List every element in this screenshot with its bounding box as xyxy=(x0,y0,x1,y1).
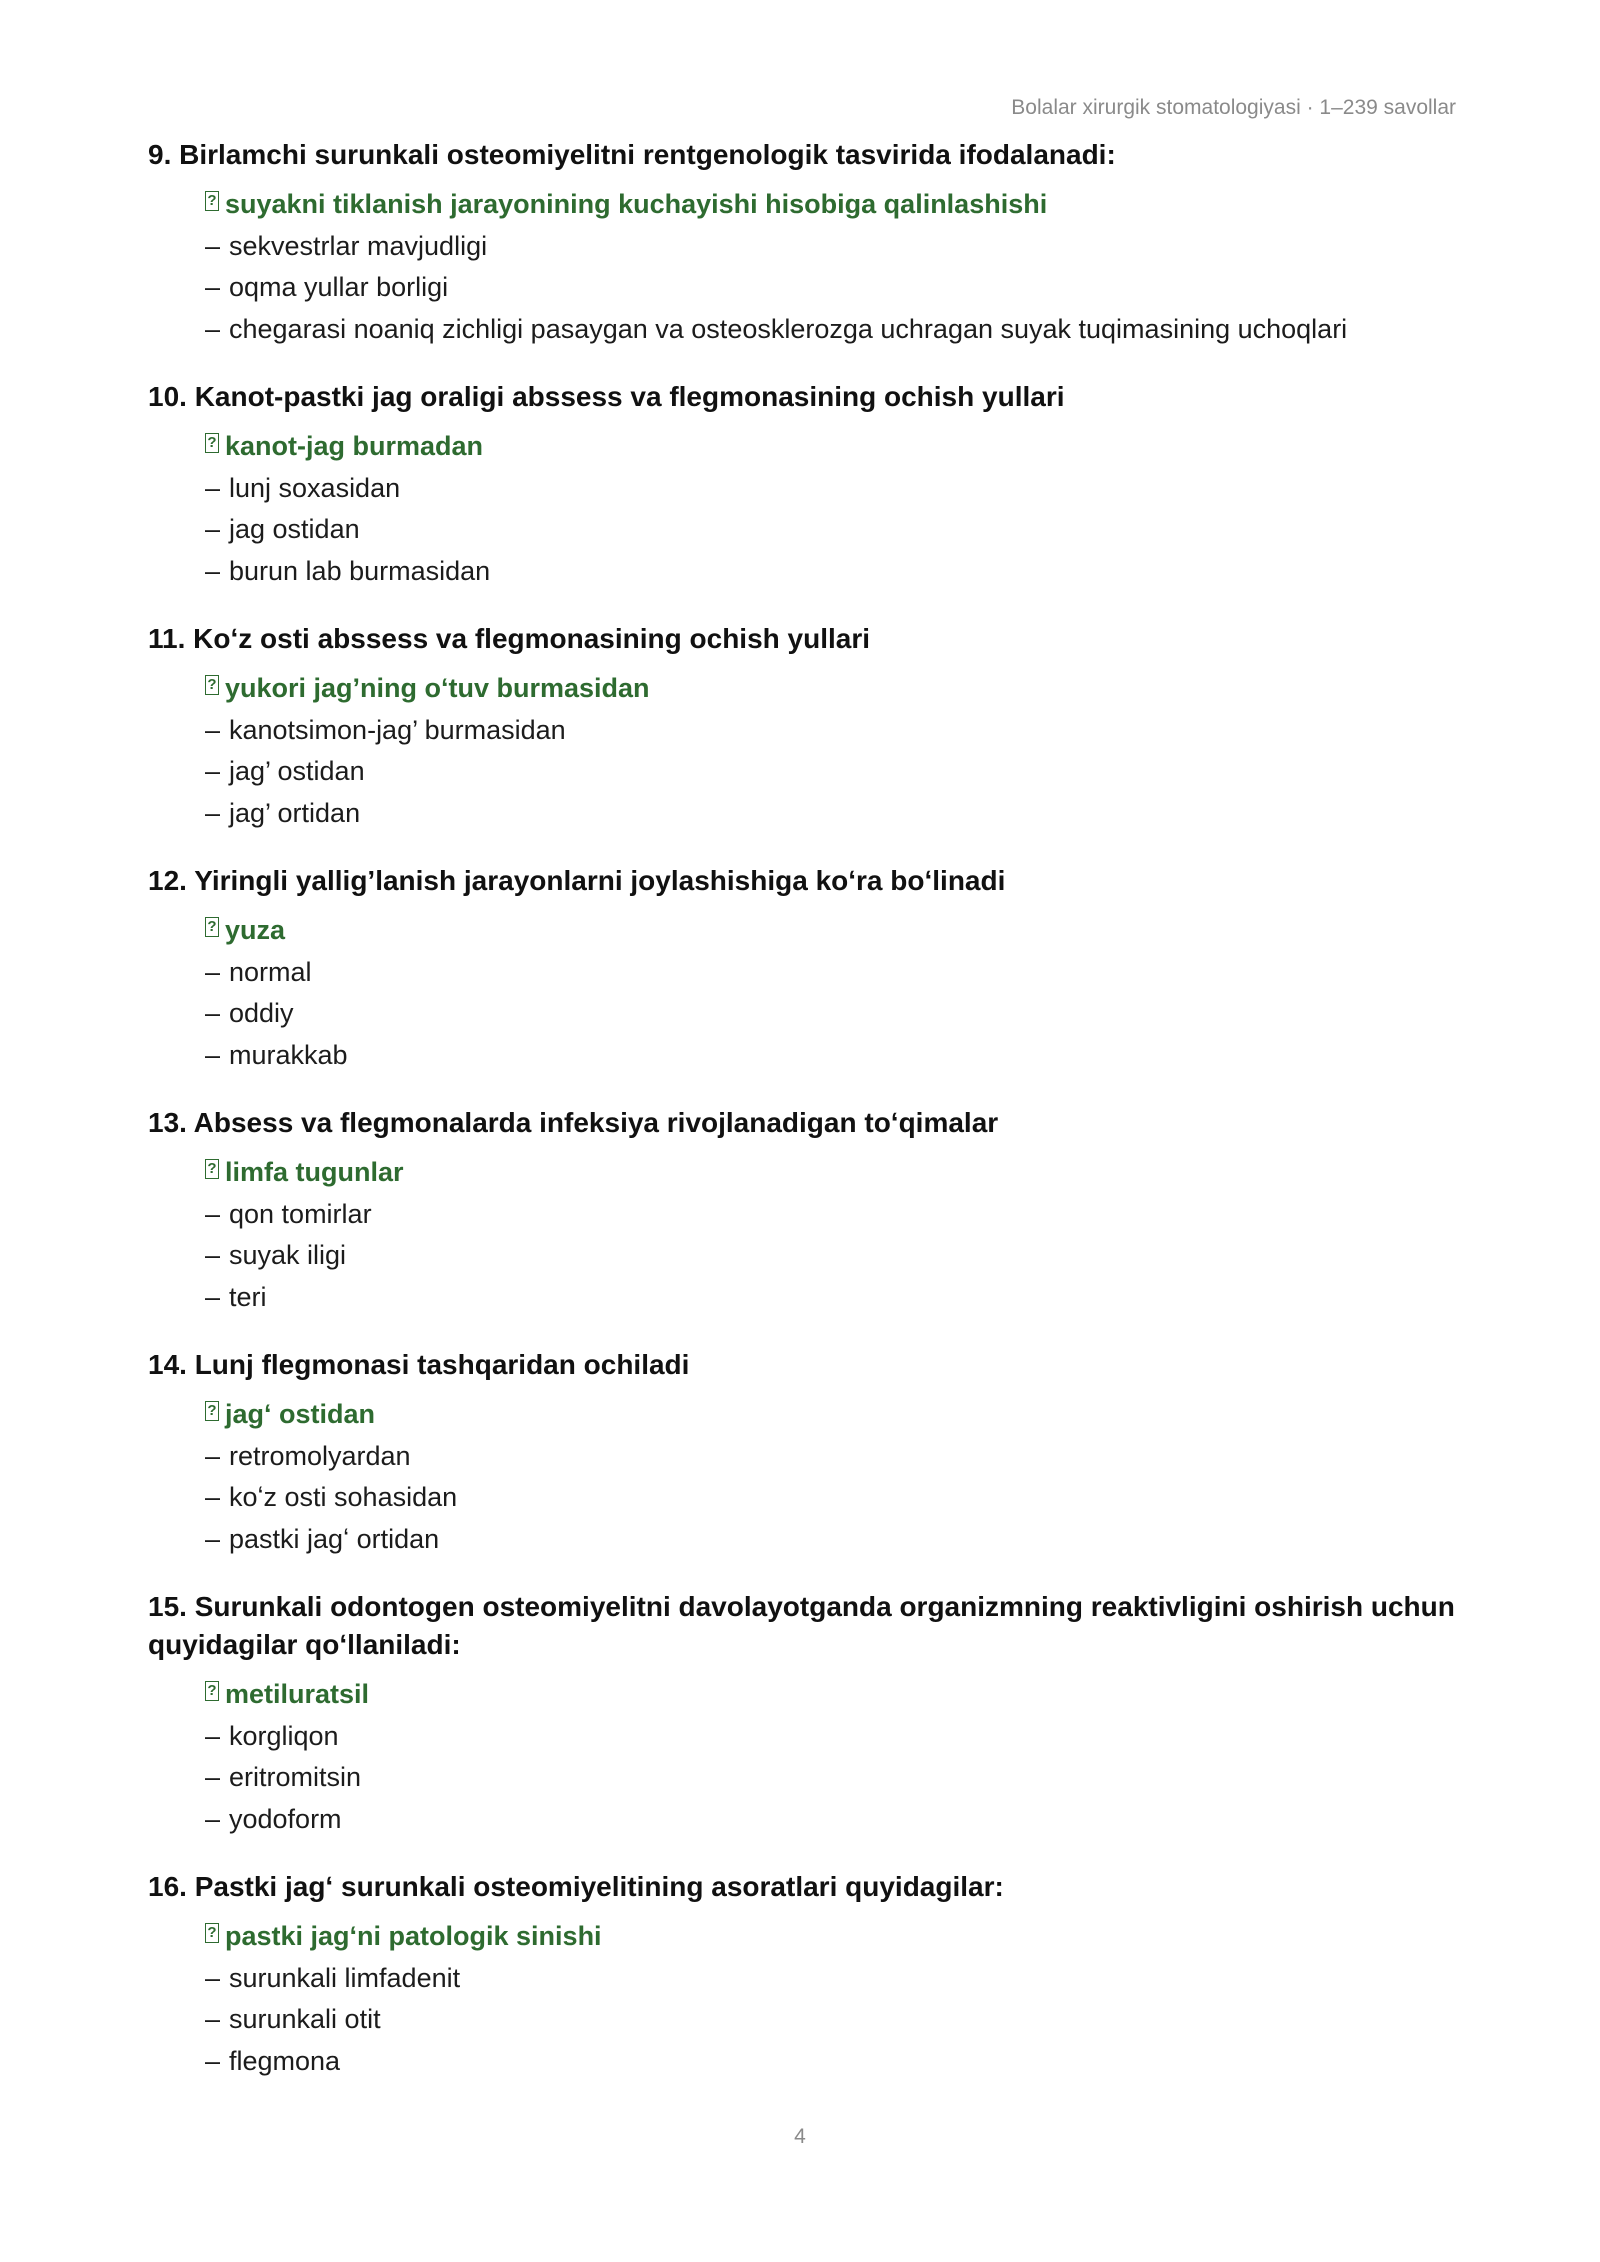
answer-text: retromolyardan xyxy=(229,1440,411,1471)
dash-marker: – xyxy=(205,1198,221,1229)
correct-answer xyxy=(205,426,1458,468)
answer-text: korgliqon xyxy=(229,1720,339,1751)
answer-text: metiluratsil xyxy=(225,1679,370,1709)
answer-option xyxy=(205,1757,1458,1799)
correct-answer xyxy=(205,184,1458,226)
correct-answer xyxy=(205,1916,1458,1958)
answer-option xyxy=(205,1716,1458,1758)
question-title: 10. Kanot-pastki jag oraligi abssess va flegmonasining ochish yullari xyxy=(148,381,1065,412)
question-block xyxy=(148,620,1458,834)
answer-text: surunkali limfadenit xyxy=(229,1962,461,1993)
question-block xyxy=(148,378,1458,592)
answer-list xyxy=(205,426,1458,592)
checkbox-icon xyxy=(205,1681,219,1701)
dash-marker: – xyxy=(205,1523,221,1554)
answer-option xyxy=(205,952,1458,994)
dash-marker: – xyxy=(205,797,221,828)
answer-option xyxy=(205,2041,1458,2083)
question-block xyxy=(148,1346,1458,1560)
answer-list xyxy=(205,1916,1458,2082)
question-title: 14. Lunj flegmonasi tashqaridan ochiladi xyxy=(148,1349,690,1380)
dash-marker: – xyxy=(205,998,221,1028)
answer-text: pastki jagʻni patologik sinishi xyxy=(225,1921,602,1951)
question-block xyxy=(148,1868,1458,2082)
correct-answer xyxy=(205,1674,1458,1716)
answer-text: yuza xyxy=(225,915,286,945)
question-title: 15. Surunkali odontogen osteomiyelitni davolayotganda organizmning reaktivligini oshirish uchun quyidagilar qoʻllaniladi: xyxy=(148,1591,1455,1660)
answer-list xyxy=(205,1394,1458,1560)
answer-option xyxy=(205,993,1458,1035)
answer-option xyxy=(205,1799,1458,1841)
correct-answer xyxy=(205,668,1458,710)
answer-option xyxy=(205,1958,1458,2000)
answer-option xyxy=(205,1519,1458,1561)
answer-text: chegarasi noaniq zichligi pasaygan va osteosklerozga uchragan suyak tuqimasining uchoqlari xyxy=(229,313,1348,344)
answer-text: jag’ ortidan xyxy=(229,797,361,828)
question-title: 11. Koʻz osti abssess va flegmonasining ochish yullari xyxy=(148,623,871,654)
answer-text: jagʻ ostidan xyxy=(225,1399,376,1429)
dash-marker: – xyxy=(205,230,221,261)
dash-marker: – xyxy=(205,1482,221,1512)
answer-option xyxy=(205,1436,1458,1478)
dash-marker: – xyxy=(205,1440,221,1471)
dash-marker: – xyxy=(205,472,221,503)
answer-text: burun lab burmasidan xyxy=(229,555,491,586)
answer-text: normal xyxy=(229,956,312,987)
correct-answer xyxy=(205,1394,1458,1436)
answer-list xyxy=(205,910,1458,1076)
question-title: 16. Pastki jagʻ surunkali osteomiyelitining asoratlari quyidagilar: xyxy=(148,1871,1004,1902)
page-number: 4 xyxy=(794,2125,806,2148)
answer-text: qon tomirlar xyxy=(229,1198,372,1229)
answer-text: pastki jagʻ ortidan xyxy=(229,1523,440,1554)
checkbox-icon xyxy=(205,1401,219,1421)
dash-marker: – xyxy=(205,1962,221,1993)
question-title: 9. Birlamchi surunkali osteomiyelitni rentgenologik tasvirida ifodalanadi: xyxy=(148,139,1116,170)
answer-list xyxy=(205,1674,1458,1840)
answer-text: yodoform xyxy=(229,1803,342,1834)
dash-marker: – xyxy=(205,714,221,745)
answer-option xyxy=(205,1035,1458,1077)
checkbox-icon xyxy=(205,917,219,937)
correct-answer xyxy=(205,1152,1458,1194)
checkbox-icon xyxy=(205,191,219,211)
answer-text: yukori jag’ning oʻtuv burmasidan xyxy=(225,673,650,703)
question-block xyxy=(148,136,1458,350)
answer-option xyxy=(205,1277,1458,1319)
answer-option xyxy=(205,551,1458,593)
answer-list xyxy=(205,1152,1458,1318)
answer-option xyxy=(205,1194,1458,1236)
answer-text: murakkab xyxy=(229,1039,348,1070)
answer-text: sekvestrlar mavjudligi xyxy=(229,230,488,261)
dash-marker: – xyxy=(205,1039,221,1070)
dash-marker: – xyxy=(205,313,221,344)
question-title: 12. Yiringli yallig’lanish jarayonlarni joylashishiga koʻra boʻlinadi xyxy=(148,865,1006,896)
dash-marker: – xyxy=(205,555,221,586)
answer-option xyxy=(205,1477,1458,1519)
dash-marker: – xyxy=(205,1803,221,1834)
answer-option xyxy=(205,710,1458,752)
checkbox-icon xyxy=(205,1923,219,1943)
answer-option xyxy=(205,267,1458,309)
question-block xyxy=(148,1104,1458,1318)
answer-text: eritromitsin xyxy=(229,1762,362,1792)
answer-text: limfa tugunlar xyxy=(225,1157,404,1187)
dash-marker: – xyxy=(205,956,221,987)
answer-option xyxy=(205,468,1458,510)
answer-text: suyak iligi xyxy=(229,1240,347,1270)
dash-marker: – xyxy=(205,2045,221,2076)
answer-text: suyakni tiklanish jarayonining kuchayishi hisobiga qalinlashishi xyxy=(225,189,1048,219)
answer-text: flegmona xyxy=(229,2045,341,2076)
dash-marker: – xyxy=(205,1720,221,1751)
dash-marker: – xyxy=(205,272,221,302)
checkbox-icon xyxy=(205,675,219,695)
answer-option xyxy=(205,1999,1458,2041)
checkbox-icon xyxy=(205,433,219,453)
running-header: Bolalar xirurgik stomatologiyasi · 1–239 savollar xyxy=(1011,96,1456,119)
answer-text: lunj soxasidan xyxy=(229,472,401,503)
dash-marker: – xyxy=(205,514,221,544)
answer-text: koʻz osti sohasidan xyxy=(229,1482,458,1512)
answer-option xyxy=(205,509,1458,551)
answer-text: jag’ ostidan xyxy=(229,756,365,786)
answer-list xyxy=(205,184,1458,350)
question-block xyxy=(148,862,1458,1076)
dash-marker: – xyxy=(205,1762,221,1792)
question-block xyxy=(148,1588,1458,1840)
dash-marker: – xyxy=(205,2004,221,2034)
answer-text: surunkali otit xyxy=(229,2004,381,2034)
correct-answer xyxy=(205,910,1458,952)
answer-text: kanotsimon-jag’ burmasidan xyxy=(229,714,566,745)
answer-option xyxy=(205,226,1458,268)
dash-marker: – xyxy=(205,756,221,786)
dash-marker: – xyxy=(205,1240,221,1270)
answer-text: oddiy xyxy=(229,998,294,1028)
answer-list xyxy=(205,668,1458,834)
answer-text: jag ostidan xyxy=(229,514,360,544)
answer-text: kanot-jag burmadan xyxy=(225,431,484,461)
dash-marker: – xyxy=(205,1281,221,1312)
question-list xyxy=(148,136,1458,2110)
answer-option xyxy=(205,751,1458,793)
answer-text: oqma yullar borligi xyxy=(229,272,449,302)
answer-option xyxy=(205,1235,1458,1277)
answer-option xyxy=(205,309,1458,351)
answer-text: teri xyxy=(229,1281,267,1312)
answer-option xyxy=(205,793,1458,835)
question-title: 13. Absess va flegmonalarda infeksiya rivojlanadigan toʻqimalar xyxy=(148,1107,999,1138)
checkbox-icon xyxy=(205,1159,219,1179)
